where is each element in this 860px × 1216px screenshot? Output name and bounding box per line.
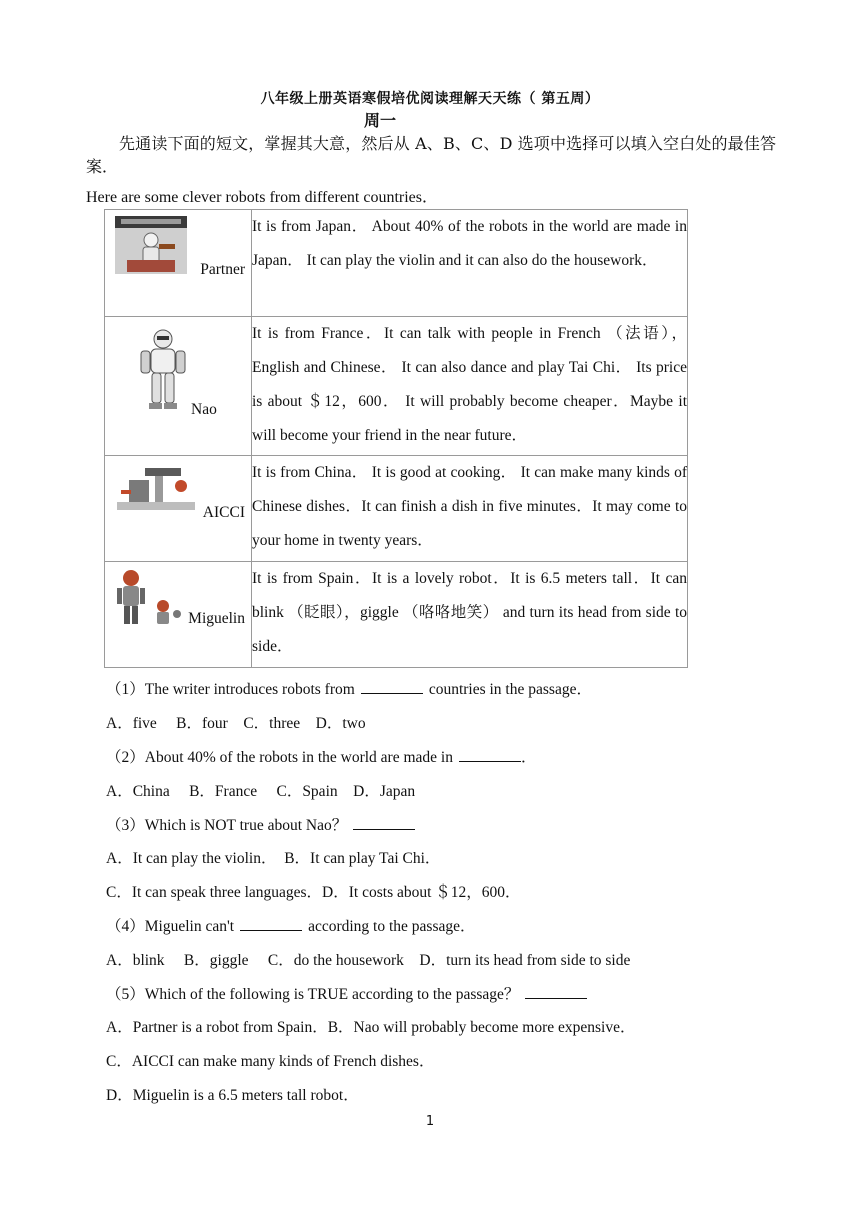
instructions-text: 先通读下面的短文，掌握其大意，然后从 A、B、C、D 选项中选择可以填入空白处的最佳答案． <box>86 134 776 176</box>
robot-image-cell <box>105 210 252 317</box>
question-options: A．five B．four C．three D．two <box>106 715 366 732</box>
passage-intro: Here are some clever robots from different countries． <box>86 189 439 206</box>
question-stem-end: countries in the passage． <box>428 681 592 698</box>
robot-name: Miguelin <box>188 610 245 627</box>
table-row <box>105 456 688 562</box>
question-options: A．It can play the violin． B．It can play Tai Chi． <box>106 850 441 867</box>
question-options: C．AICCI can make many kinds of French dishes． <box>106 1053 435 1070</box>
robot-description: It is from China． It is good at cooking． It can make many kinds of Chinese dishes．It can finish a dish in five minutes．It may come to your home in twenty years． <box>252 456 688 562</box>
question-stem: （1）The writer introduces robots from <box>106 681 355 698</box>
question-options: A．Partner is a robot from Spain．B．Nao will probably become more expensive． <box>106 1019 636 1036</box>
robot-name: AICCI <box>202 504 245 521</box>
question-options: D．Miguelin is a 6.5 meters tall robot． <box>106 1087 359 1104</box>
robot-name: Nao <box>191 401 217 418</box>
answer-blank <box>459 746 521 762</box>
day-label: 周一 <box>363 111 396 130</box>
table-row <box>105 562 688 668</box>
robot-image-cell <box>105 317 252 456</box>
question-options: A．China B．France C．Spain D．Japan <box>106 783 416 800</box>
robot-description: It is from Japan． About 40% of the robots in the world are made in Japan． It can play the violin and it can also do the housework． <box>252 210 688 317</box>
violin-robot-photo-icon <box>115 216 187 274</box>
question-3 <box>106 813 421 835</box>
cooking-robot-photo-icon <box>115 462 197 514</box>
answer-blank <box>525 983 587 999</box>
page-number: 1 <box>425 1114 435 1129</box>
question-stem-end: ． <box>520 749 537 766</box>
answer-blank <box>240 915 302 931</box>
answer-blank <box>361 678 423 694</box>
humanoid-robot-photo-icon <box>137 327 189 411</box>
question-stem-end: according to the passage． <box>308 918 476 935</box>
question-stem: （4）Miguelin can't <box>106 918 235 935</box>
robot-image-cell <box>105 456 252 562</box>
robot-image-cell <box>105 562 252 668</box>
table-row <box>105 317 688 456</box>
question-stem: （3）Which is NOT true about Nao？ <box>106 817 348 834</box>
question-2 <box>106 745 536 767</box>
question-stem: （2）About 40% of the robots in the world are made in <box>106 749 453 766</box>
robot-description: It is from France．It can talk with people in French （法语），English and Chinese． It can also dance and play Tai Chi． Its price is about ＄12，600． It will probably become cheaper．Maybe it will become your friend in the near future． <box>252 317 688 456</box>
robot-name: Partner <box>200 261 245 278</box>
robot-description: It is from Spain．It is a lovely robot．It is 6.5 meters tall．It can blink （眨眼），giggle （咯咯地笑） and turn its head from side to side． <box>252 562 688 668</box>
robot-table <box>104 209 688 668</box>
question-4 <box>106 914 476 936</box>
question-options: A．blink B．giggle C．do the housework D．turn its head from side to side <box>106 952 631 969</box>
question-5 <box>106 982 593 1004</box>
question-options: C．It can speak three languages．D．It costs about ＄12，600． <box>106 884 521 901</box>
small-robots-photo-icon <box>111 568 185 632</box>
question-stem: （5）Which of the following is TRUE according to the passage？ <box>106 986 520 1003</box>
page-title: 八年级上册英语寒假培优阅读理解天天练（ 第五周） <box>260 91 600 107</box>
table-row <box>105 210 688 317</box>
answer-blank <box>353 814 415 830</box>
question-1 <box>106 677 592 699</box>
